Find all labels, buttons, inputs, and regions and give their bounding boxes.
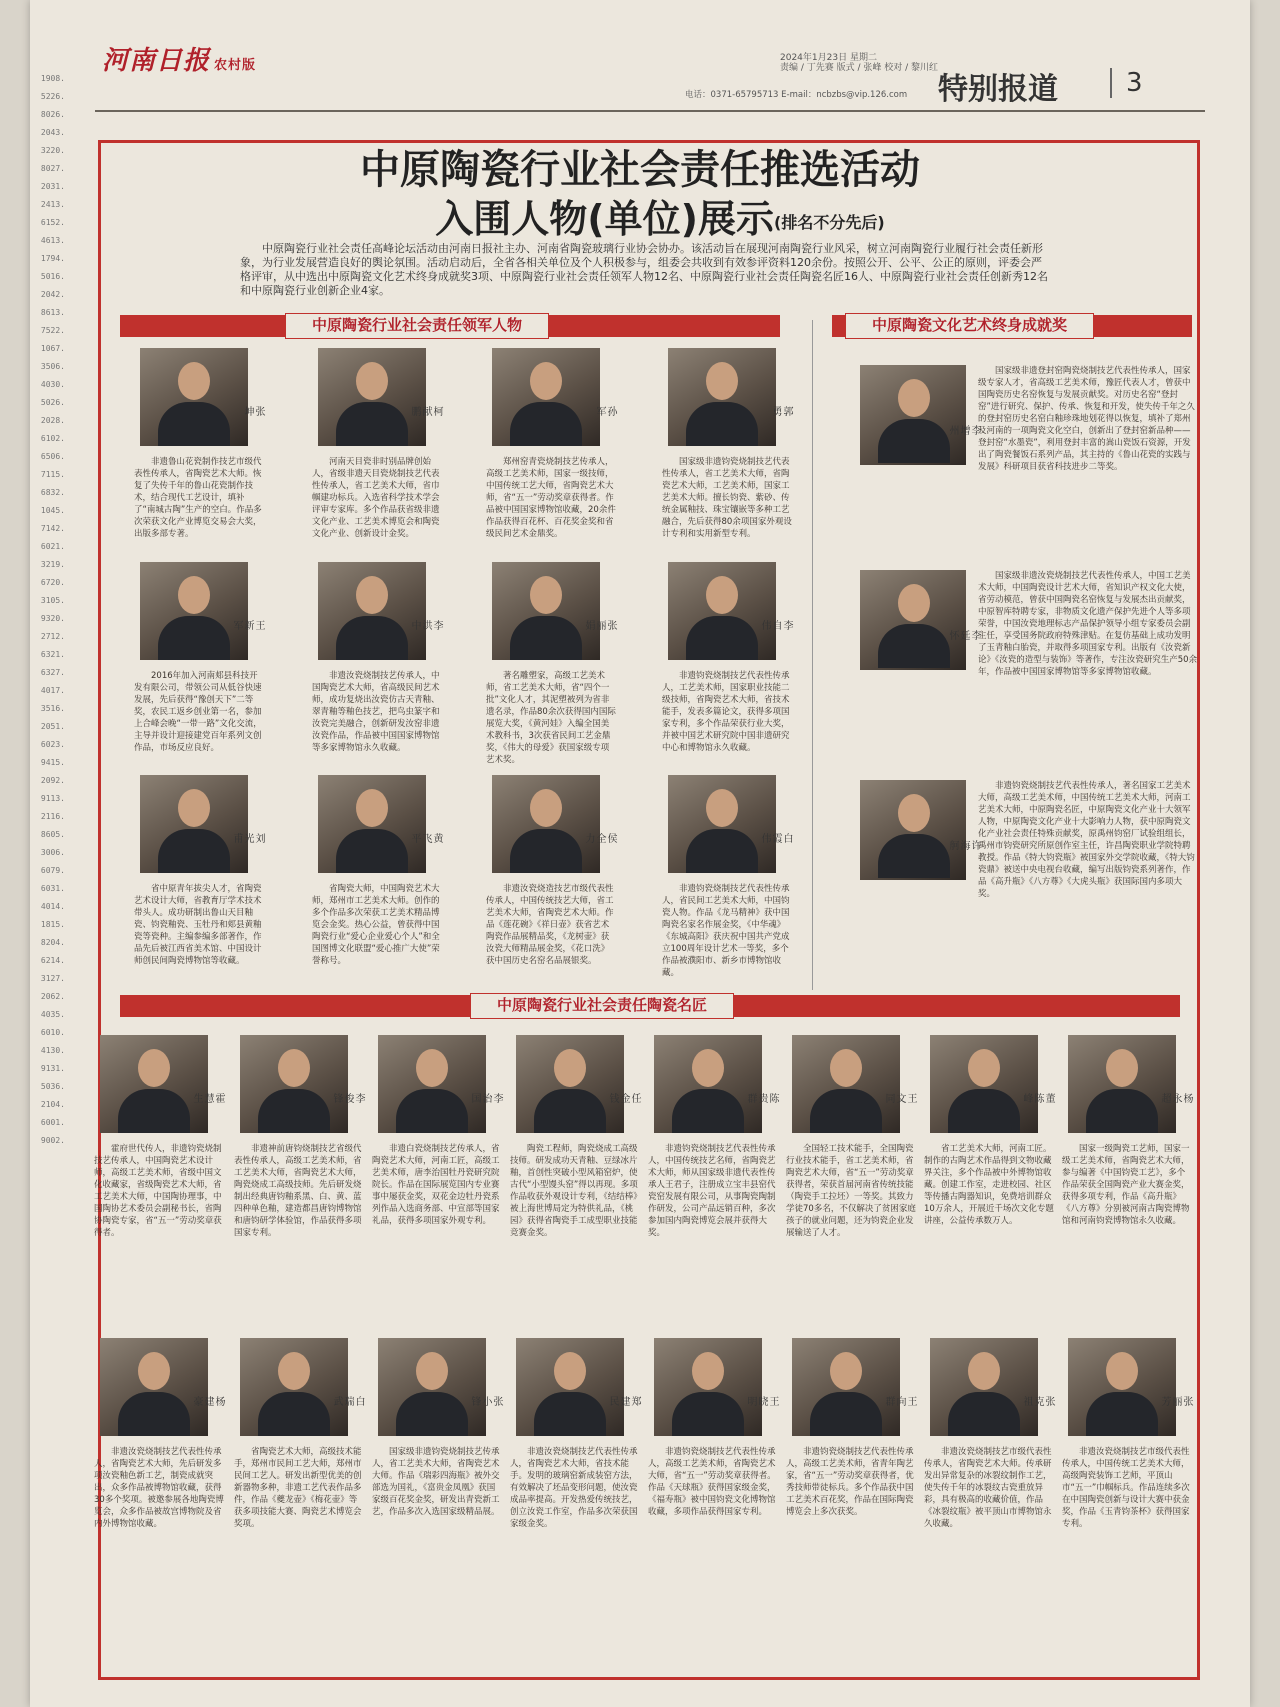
person-name: 李治国 bbox=[469, 1093, 502, 1103]
portrait-head bbox=[416, 1049, 448, 1087]
portrait-body bbox=[258, 1392, 330, 1436]
margin-number: 1908. bbox=[40, 74, 65, 83]
portrait-body bbox=[948, 1089, 1020, 1133]
portrait-body bbox=[396, 1089, 468, 1133]
portrait-photo bbox=[318, 348, 426, 446]
person-bio: 霍府世代传人，非遗钧瓷烧制技艺传承人，中国陶瓷艺术设计师，高级工艺美术师，省级中国文化收藏家，省级陶瓷艺术大师，省工艺美术大师，中国陶协理事，中国陶协艺术委员会副秘书长，省陶协陶瓷专家，省“五一”劳动奖章获得者。 bbox=[94, 1144, 222, 1238]
portrait-head bbox=[530, 362, 562, 400]
portrait-photo bbox=[654, 1338, 762, 1436]
person-name: 白瑞武 bbox=[331, 1396, 364, 1406]
portrait-photo bbox=[140, 562, 248, 660]
person-bio: 河南天目瓷非时别品牌创始人，省级非遗天目瓷烧制技艺代表性传承人，省工艺美术大师，省巾帼建功标兵。入选省科学技术学会评审专家库。多个作品获省级非遗文化产业、工艺美术博览会和陶瓷文化产业、创新设计金奖。 bbox=[312, 457, 440, 539]
margin-number: 7115. bbox=[40, 470, 65, 479]
portrait-head bbox=[706, 789, 738, 827]
contact-info: 电话：0371-65795713 E-mail：ncbzbs@vip.126.com bbox=[685, 90, 908, 100]
article-subtitle: 入围人物(单位)展示(排名不分先后) bbox=[435, 197, 885, 241]
portrait-photo bbox=[1068, 1035, 1176, 1133]
person-bio: 省中原青年拔尖人才，省陶瓷艺术设计大师，省教育厅学术技术带头人。成功研制出鲁山天目釉瓷、钧瓷釉瓷、玉牡丹和郏县黄釉瓷等瓷种。主编参编多部著作，作品先后被江西省美术馆、中国设计师创民间陶瓷博物馆等收藏。 bbox=[134, 884, 262, 966]
article-title: 中原陶瓷行业社会责任推选活动 bbox=[360, 147, 920, 193]
column-divider bbox=[812, 320, 813, 990]
portrait-head bbox=[898, 379, 930, 417]
margin-number: 3127. bbox=[40, 974, 65, 983]
person-name: 任金钱 bbox=[607, 1093, 640, 1103]
margin-number: 5036. bbox=[40, 1082, 65, 1091]
portrait-body bbox=[336, 829, 408, 873]
person-bio: 非遗钧瓷烧制技艺代表性传承人，著名国家工艺美术大师，高级工艺美术师，中国传统工艺美术大师，河南工艺美术大师，中原陶瓷名匠，中原陶瓷文化产业十大领军人物，中原陶瓷文化产业十大影响力人物，获中原陶瓷文化产业社会责任特殊贡献奖，原禹州钧窑厂试验组组长，禹州市钧瓷研究所原创作室主任，许昌陶瓷职业学院特聘教授。作品《特大钧瓷瓶》被国家外交学院收藏，《特大钧瓷鼎》被送中央电视台收藏，编写出版钧瓷系列著作，作品《高升瓶》《八方尊》《大虎头瓶》获国际国内多项大奖。 bbox=[978, 781, 1195, 899]
margin-number: 3219. bbox=[40, 560, 65, 569]
person-name: 杨建豪 bbox=[191, 1396, 224, 1406]
person-name: 陈贵群 bbox=[745, 1093, 778, 1103]
portrait-body bbox=[396, 1392, 468, 1436]
person-name: 李俊锋 bbox=[331, 1093, 364, 1103]
portrait-head bbox=[830, 1352, 862, 1390]
person-name: 李增州 bbox=[947, 425, 980, 435]
portrait-body bbox=[810, 1392, 882, 1436]
person-name: 王晓明 bbox=[745, 1396, 778, 1406]
portrait-head bbox=[898, 584, 930, 622]
portrait-body bbox=[158, 616, 230, 660]
margin-number: 6214. bbox=[40, 956, 65, 965]
margin-number: 1045. bbox=[40, 506, 65, 515]
portrait-body bbox=[948, 1392, 1020, 1436]
person-bio: 非遗汝瓷烧制技艺传承人，中国陶瓷艺术大师，省高级民间艺术师，成功复烧出汝瓷仿古天青釉、翠青釉等釉色技艺，把鸟虫篆字和汝瓷完美融合，创新研发汝窑非遗汝瓷作品，作品被中国国家博物馆等多家博物馆永久收藏。 bbox=[312, 671, 440, 753]
portrait-body bbox=[118, 1089, 190, 1133]
person-name: 刘光甫 bbox=[231, 833, 264, 843]
portrait-body bbox=[534, 1089, 606, 1133]
portrait-body bbox=[672, 1089, 744, 1133]
portrait-photo bbox=[860, 570, 966, 670]
portrait-head bbox=[178, 576, 210, 614]
portrait-head bbox=[692, 1352, 724, 1390]
margin-number: 3506. bbox=[40, 362, 65, 371]
portrait-head bbox=[830, 1049, 862, 1087]
issue-date: 2024年1月23日 星期二 bbox=[780, 53, 877, 63]
portrait-body bbox=[510, 402, 582, 446]
portrait-photo bbox=[668, 775, 776, 873]
portrait-photo bbox=[240, 1338, 348, 1436]
portrait-photo bbox=[492, 562, 600, 660]
portrait-head bbox=[278, 1049, 310, 1087]
portrait-head bbox=[1106, 1049, 1138, 1087]
margin-number: 2062. bbox=[40, 992, 65, 1001]
margin-number: 4017. bbox=[40, 686, 65, 695]
portrait-photo bbox=[792, 1338, 900, 1436]
portrait-body bbox=[336, 616, 408, 660]
person-bio: 陶瓷工程师，陶瓷烧成工高级技师。研发成功天青釉、豆绿冰片釉，首创性突破小型风箱窑炉，使古代“小型馒头窑”得以再现。多项作品收获外观设计专利，《结结棒》被上海世博局定为特供礼品，《桃园》获得省陶瓷手工成型职业技能竞赛金奖。 bbox=[510, 1144, 638, 1238]
margin-number: 8613. bbox=[40, 308, 65, 317]
margin-number: 6506. bbox=[40, 452, 65, 461]
portrait-head bbox=[554, 1049, 586, 1087]
section-heading-lifetime: 中原陶瓷文化艺术终身成就奖 bbox=[845, 313, 1094, 339]
margin-number: 6031. bbox=[40, 884, 65, 893]
portrait-head bbox=[706, 576, 738, 614]
portrait-head bbox=[706, 362, 738, 400]
margin-number: 6152. bbox=[40, 218, 65, 227]
margin-number: 8204. bbox=[40, 938, 65, 947]
margin-number: 6079. bbox=[40, 866, 65, 875]
margin-number: 7142. bbox=[40, 524, 65, 533]
portrait-head bbox=[356, 576, 388, 614]
person-bio: 非遗汝瓷烧制技艺代表性传承人，省陶瓷艺术大师，先后研发多项汝瓷釉色新工艺，制瓷成就突出，众多作品被博物馆收藏，获得30多个奖项。被邀参展各地陶瓷博览会，众多作品被故宫博物院及省内外博物馆收藏。 bbox=[94, 1447, 224, 1529]
portrait-body bbox=[1086, 1392, 1158, 1436]
margin-number: 2028. bbox=[40, 416, 65, 425]
person-name: 张小锋 bbox=[469, 1396, 502, 1406]
person-name: 霍慧生 bbox=[191, 1093, 224, 1103]
margin-number: 9320. bbox=[40, 614, 65, 623]
portrait-head bbox=[138, 1352, 170, 1390]
margin-number: 1815. bbox=[40, 920, 65, 929]
section-title: 特别报道 bbox=[938, 72, 1058, 107]
edition-label: 农村版 bbox=[214, 58, 257, 73]
portrait-body bbox=[686, 402, 758, 446]
person-bio: 非遗钧瓷烧制技艺代表性传承人，高级工艺美术师，省陶瓷艺术大师，省“五一”劳动奖章获得者。作品《天球瓶》获得国家级金奖，《福寿瓶》被中国钧瓷文化博物馆收藏，多项作品获得国家专利。 bbox=[648, 1447, 776, 1517]
person-bio: 国家一级陶瓷工艺师，国家一级工艺美术师，省陶瓷艺术大师，参与编著《中国钧瓷工艺》，多个作品荣获全国陶瓷产业大赛金奖，获得多项专利，作品《高升瓶》《八方尊》分别被河南古陶瓷博物馆和河南钧瓷博物馆永久收藏。 bbox=[1062, 1144, 1190, 1226]
portrait-photo bbox=[860, 780, 966, 880]
portrait-photo bbox=[378, 1338, 486, 1436]
portrait-photo bbox=[140, 348, 248, 446]
margin-number: 2104. bbox=[40, 1100, 65, 1109]
portrait-head bbox=[1106, 1352, 1138, 1390]
portrait-photo bbox=[378, 1035, 486, 1133]
portrait-photo bbox=[668, 348, 776, 446]
margin-number: 6327. bbox=[40, 668, 65, 677]
margin-number: 6021. bbox=[40, 542, 65, 551]
margin-number: 6102. bbox=[40, 434, 65, 443]
person-name: 王向群 bbox=[883, 1396, 916, 1406]
person-name: 郑建民 bbox=[607, 1396, 640, 1406]
person-name: 白霞伟 bbox=[759, 833, 792, 843]
portrait-body bbox=[686, 829, 758, 873]
person-name: 李廷怀 bbox=[947, 630, 980, 640]
person-name: 张坤 bbox=[242, 406, 264, 416]
margin-number: 4014. bbox=[40, 902, 65, 911]
portrait-head bbox=[554, 1352, 586, 1390]
margin-number: 3006. bbox=[40, 848, 65, 857]
person-bio: 非遗钧瓷烧制技艺代表性传承人，中国传统技艺名师，省陶瓷艺术大师，师从国家级非遗代表性传承人王君子，注册成立宝丰县窑代瓷窑发展有限公司，从事陶瓷陶制作研发，公司产品远销百种，多次参加国内陶瓷博览会展并获得大奖。 bbox=[648, 1144, 776, 1238]
portrait-body bbox=[258, 1089, 330, 1133]
portrait-body bbox=[878, 624, 950, 668]
person-bio: 国家级非遗汝瓷烧制技艺代表性传承人，中国工艺美术大师，中国陶瓷设计艺术大师，省知识产权文化大使，省劳动模范，曾获中国陶瓷名窑恢复与发展杰出贡献奖，中原智库特聘专家，非物质文化遗产保护先进个人等多项荣誉，中国汝瓷地理标志产品保护领导小组专家委员会副主任，享受国务院政府特殊津贴。在复仿基础上成功发明了玉青釉白胎瓷，并取得多项国家专利。出版有《汝瓷新论》《汝瓷的造型与装饰》等著作，专注汝瓷研究生产50余年，作品被中国国家博物馆等多家博物馆收藏。 bbox=[978, 571, 1198, 677]
page-margin-numbers bbox=[30, 70, 68, 1630]
portrait-photo bbox=[654, 1035, 762, 1133]
person-bio: 非遗白瓷烧制技艺传承人，省陶瓷艺术大师，河南工匠，高级工艺美术师，唐李治国牡丹瓷研究院院长。作品在国际展览国内专业赛事中屡获金奖，双花金边牡丹瓷系列作品入选商务部、中宣部等国家礼品，获得多项国家外观专利。 bbox=[372, 1144, 500, 1226]
margin-number: 2042. bbox=[40, 290, 65, 299]
portrait-body bbox=[878, 419, 950, 463]
margin-number: 1067. bbox=[40, 344, 65, 353]
margin-number: 6720. bbox=[40, 578, 65, 587]
portrait-body bbox=[686, 616, 758, 660]
portrait-head bbox=[356, 362, 388, 400]
person-name: 张克祖 bbox=[1021, 1396, 1054, 1406]
portrait-photo bbox=[492, 775, 600, 873]
person-name: 黄飞平 bbox=[409, 833, 442, 843]
margin-number: 7522. bbox=[40, 326, 65, 335]
portrait-head bbox=[356, 789, 388, 827]
portrait-head bbox=[416, 1352, 448, 1390]
portrait-body bbox=[1086, 1089, 1158, 1133]
margin-number: 8026. bbox=[40, 110, 65, 119]
margin-number: 4035. bbox=[40, 1010, 65, 1019]
portrait-photo bbox=[140, 775, 248, 873]
margin-number: 6001. bbox=[40, 1118, 65, 1127]
portrait-body bbox=[510, 829, 582, 873]
margin-number: 3516. bbox=[40, 704, 65, 713]
portrait-head bbox=[178, 789, 210, 827]
margin-number: 2031. bbox=[40, 182, 65, 191]
person-name: 李洪中 bbox=[409, 620, 442, 630]
portrait-photo bbox=[100, 1338, 208, 1436]
portrait-body bbox=[810, 1089, 882, 1133]
article-intro: 中原陶瓷行业社会责任高峰论坛活动由河南日报社主办、河南省陶瓷玻璃行业协会协办。该活动旨在展现河南陶瓷行业风采，树立河南陶瓷行业履行社会责任新形象，为行业发展营造良好的舆论氛围。活动启动后，全省各相关单位及个人积极参与，组委会共收到有效参评资料120余份。按照公开、公平、公正的原则，评委会严格评审，从中选出中原陶瓷文化艺术终身成就奖3项、中原陶瓷行业社会责任领军人物12名、中原陶瓷行业社会责任陶瓷名匠16人、中原陶瓷行业社会责任创新秀12名和中原陶瓷行业创新企业4家。 bbox=[240, 242, 1048, 297]
person-bio: 非遗汝瓷烧造技艺市级代表性传承人，中国传统技艺大师，省工艺美术大师，省陶瓷艺术大师。作品《莲花碗》《祥日壶》获省艺术陶瓷作品展精品奖，《龙树壶》获汝瓷大师精品展金奖，《花口洗》获中国历史名窑名品展银奖。 bbox=[486, 884, 614, 966]
portrait-body bbox=[534, 1392, 606, 1436]
portrait-photo bbox=[516, 1338, 624, 1436]
newspaper-logo: 河南日报 农村版 bbox=[102, 46, 257, 76]
margin-number: 8027. bbox=[40, 164, 65, 173]
portrait-body bbox=[158, 829, 230, 873]
person-name: 杨永超 bbox=[1159, 1093, 1192, 1103]
margin-number: 1794. bbox=[40, 254, 65, 263]
portrait-photo bbox=[930, 1035, 1038, 1133]
margin-number: 2051. bbox=[40, 722, 65, 731]
portrait-photo bbox=[516, 1035, 624, 1133]
portrait-photo bbox=[318, 562, 426, 660]
person-bio: 国家级非遗钧瓷烧制技艺代表性传承人，省工艺美术大师，省陶瓷艺术大师，工艺美术师，国家工艺美术大师。擅长钧瓷、紫砂、传统金属釉技、珠宝镶嵌等多种工艺融合，先后获得80余项国家外观设计专利和实用新型专利。 bbox=[662, 457, 792, 539]
person-bio: 非遗汝瓷烧制技艺市级代表性传承人，中国传统工艺美术大师，高级陶瓷装饰工艺师，平顶山市“五一”巾帼标兵。作品连续多次在中国陶瓷创新与设计大赛中获金奖，作品《玉青钧茶杯》获得国家专利。 bbox=[1062, 1447, 1190, 1529]
person-name: 李自伟 bbox=[759, 620, 792, 630]
portrait-head bbox=[530, 789, 562, 827]
portrait-body bbox=[510, 616, 582, 660]
margin-number: 9002. bbox=[40, 1136, 65, 1145]
portrait-head bbox=[968, 1049, 1000, 1087]
portrait-body bbox=[878, 834, 950, 878]
person-name: 张丽娟 bbox=[583, 620, 616, 630]
person-name: 王文同 bbox=[883, 1093, 916, 1103]
portrait-photo bbox=[100, 1035, 208, 1133]
margin-number: 3105. bbox=[40, 596, 65, 605]
portrait-body bbox=[336, 402, 408, 446]
person-name: 郭勇 bbox=[770, 406, 792, 416]
portrait-head bbox=[692, 1049, 724, 1087]
portrait-photo bbox=[492, 348, 600, 446]
person-bio: 全国轻工技术能手，全国陶瓷行业技术能手，省工艺美术师，省陶瓷艺术大师，省“五一”劳动奖章获得者，荣获首届河南省传统技能（陶瓷手工拉坯）一等奖。其致力学徒70多名，不仅解决了贫困家庭孩子的就业问题，还为钧瓷企业发展输送了人才。 bbox=[786, 1144, 916, 1238]
portrait-photo bbox=[318, 775, 426, 873]
margin-number: 9131. bbox=[40, 1064, 65, 1073]
person-name: 许海舸 bbox=[947, 840, 980, 850]
ranking-note: (排名不分先后) bbox=[774, 213, 885, 232]
person-name: 张丽芳 bbox=[1159, 1396, 1192, 1406]
person-bio: 非遗钧瓷烧制技艺代表性传承人，省民间工艺美术大师，中国钧瓷人物。作品《龙马精神》获中国陶瓷名家名作展金奖，《中华魂》《东城高阳》获庆祝中国共产党成立100周年设计艺术一等奖，多个作品被濮阳市、新乡市博物馆收藏。 bbox=[662, 884, 790, 978]
person-bio: 省陶瓷大师，中国陶瓷艺术大师，郑州市工艺美术大师。创作的多个作品多次荣获工艺美术精品博览会金奖。热心公益，曾获得中国陶瓷行业“爱心企业爱心个人”和全国图博文化联盟“爱心推广大使”荣誉称号。 bbox=[312, 884, 440, 966]
person-bio: 非遗汝瓷烧制技艺代表性传承人，省陶瓷艺术大师，省技术能手。发明的玻璃窑新成装窑方法，有效解决了坯品变形问题，使汝瓷成品率提高。开发热爱传统技艺，创立汝瓷工作室，作品多次荣获国家级金奖。 bbox=[510, 1447, 638, 1529]
portrait-photo bbox=[668, 562, 776, 660]
margin-number: 6010. bbox=[40, 1028, 65, 1037]
portrait-body bbox=[158, 402, 230, 446]
portrait-head bbox=[968, 1352, 1000, 1390]
person-name: 董陈峰 bbox=[1021, 1093, 1054, 1103]
portrait-head bbox=[278, 1352, 310, 1390]
person-bio: 非遗钧瓷烧制技艺代表性传承人，工艺美术师，国家职业技能二级技师，省陶瓷艺术大师，省技术能手，发表多篇论文，获得多项国家专利，多个作品荣获行业大奖，并被中国艺术研究院中国非遗研究中心和博物馆永久收藏。 bbox=[662, 671, 790, 753]
section-heading-masters: 中原陶瓷行业社会责任陶瓷名匠 bbox=[470, 993, 734, 1019]
margin-number: 8605. bbox=[40, 830, 65, 839]
margin-number: 3220. bbox=[40, 146, 65, 155]
masthead-rule bbox=[95, 110, 1205, 112]
margin-number: 2043. bbox=[40, 128, 65, 137]
margin-number: 6832. bbox=[40, 488, 65, 497]
person-bio: 非遗钧瓷烧制技艺代表性传承人，高级工艺美术师，省青年陶艺家，省“五一”劳动奖章获得者，优秀技师带徒标兵。多个作品获中国工艺美术百花奖，作品在国际陶瓷博览会上多次获奖。 bbox=[786, 1447, 914, 1517]
margin-number: 5026. bbox=[40, 398, 65, 407]
page-number: 3 bbox=[1110, 68, 1143, 98]
person-bio: 著名雕塑家，高级工艺美术师，省工艺美术大师，省“四个一批”文化人才，其泥塑被列为省非遗名录，作品80余次获得国内国际展览大奖，《黄河娃》入编全国美术教科书，3次获省民间工艺金鼎奖，《伟大的母爱》获国家级专项艺术奖。 bbox=[486, 671, 616, 765]
masthead bbox=[80, 38, 1200, 108]
person-bio: 省工艺美术大师，河南工匠。制作的古陶艺术作品得到文物收藏界关注，多个作品被中外博物馆收藏。创建工作室，走进校园、社区等传播古陶器知识，免费培训群众10万余人，开展近千场次文化专题讲座，公益传承数万人。 bbox=[924, 1144, 1054, 1226]
person-bio: 郑州窑青瓷烧制技艺传承人，高级工艺美术师，国家一级技师，中国传统工艺大师，省陶瓷艺术大师，省“五一”劳动奖章获得者。作品被中国国家博物馆收藏，20余件作品获得百花杯、百花奖金奖和省级民间艺术金鼎奖。 bbox=[486, 457, 616, 539]
portrait-head bbox=[178, 362, 210, 400]
margin-number: 9415. bbox=[40, 758, 65, 767]
person-name: 孙军 bbox=[594, 406, 616, 416]
section-heading-leaders: 中原陶瓷行业社会责任领军人物 bbox=[285, 313, 549, 339]
portrait-body bbox=[672, 1392, 744, 1436]
margin-number: 4613. bbox=[40, 236, 65, 245]
person-bio: 非遗鲁山花瓷制作技艺市级代表性传承人，省陶瓷艺术大师。恢复了失传千年的鲁山花瓷制作技术，结合现代工艺设计，填补了“南城古陶”生产的空白。作品多次荣获文化产业博览交易会大奖，出版多部专著。 bbox=[134, 457, 262, 539]
person-bio: 2016年加入河南郏县科技开发有限公司，带领公司从低谷快速发展，先后获得“豫创天下”二等奖，农民工返乡创业第一名，参加上合峰会晚“一带一路”文化交流，主导并设计迎接建党百年系列文创作品，市场反应良好。 bbox=[134, 671, 262, 753]
margin-number: 5016. bbox=[40, 272, 65, 281]
person-bio: 国家级非遗登封窑陶瓷烧制技艺代表性传承人，国家级专家人才，省高级工艺美术师，豫匠代表人才，曾获中国陶瓷历史名窑恢复与发展贡献奖。对历史名窑“登封窑”进行研究、保护、传承、恢复和开发，使失传千年之久的登封窑历史名窑白釉珍珠地划花得以恢复，填补了郑州及河南的一项陶瓷文化空白，创新出了登封窑新品种——登封窑“水墨瓷”，利用登封丰富的嵩山瓷饭石资源，开发出了陶瓷餐饭石系列产品，其主持的《鲁山花瓷的实践与发展》科研项目获省科技进步二等奖。 bbox=[978, 366, 1195, 472]
person-name: 柯献鹏 bbox=[409, 406, 442, 416]
margin-number: 4030. bbox=[40, 380, 65, 389]
editor-credits: 责编 / 丁先赛 版式 / 张峰 校对 / 黎川红 bbox=[780, 63, 938, 73]
portrait-photo bbox=[240, 1035, 348, 1133]
margin-number: 9113. bbox=[40, 794, 65, 803]
person-bio: 非遗神前唐钧烧制技艺省级代表性传承人，高级工艺美术师，省工艺美术大师，省陶瓷艺术大师，陶瓷烧成工高级技师。先后研发烧制出经典唐钧釉系黑、白、黄、蓝四种单色釉，建造都昌唐钧博物馆和唐钧研学体验馆，作品获得多项国家专利。 bbox=[234, 1144, 362, 1238]
margin-number: 2116. bbox=[40, 812, 65, 821]
margin-number: 2413. bbox=[40, 200, 65, 209]
margin-number: 5226. bbox=[40, 92, 65, 101]
person-name: 侯全力 bbox=[583, 833, 616, 843]
portrait-photo bbox=[792, 1035, 900, 1133]
person-name: 王新军 bbox=[231, 620, 264, 630]
portrait-photo bbox=[860, 365, 966, 465]
portrait-head bbox=[530, 576, 562, 614]
person-bio: 省陶瓷艺术大师，高级技术能手，郑州市民间工艺大师，郑州市民间工艺人。研发出新型优美的创新器物多种，非遗工艺代表作品多件，作品《夔龙壶》《梅花壶》等获多项技能大赛、陶瓷艺术博览会奖项。 bbox=[234, 1447, 362, 1529]
portrait-photo bbox=[930, 1338, 1038, 1436]
person-bio: 国家级非遗钧瓷烧制技艺传承人，省工艺美术大师，省陶瓷艺术大师。作品《瑞彩四海瓶》被外交部选为国礼，《富贵金凤凰》获国家级百花奖金奖，研发出青瓷新工艺，作品多次入选国家级精品展。 bbox=[372, 1447, 500, 1517]
person-bio: 非遗汝瓷烧制技艺市级代表性传承人，省陶瓷艺术大师。传承研发出异常复杂的冰裂纹制作工艺，使失传千年的冰裂纹古瓷重放异彩，具有极高的收藏价值，作品《冰裂纹瓶》被平顶山市博物馆永久收藏。 bbox=[924, 1447, 1052, 1529]
portrait-head bbox=[138, 1049, 170, 1087]
portrait-head bbox=[898, 794, 930, 832]
portrait-body bbox=[118, 1392, 190, 1436]
margin-number: 6023. bbox=[40, 740, 65, 749]
margin-number: 4130. bbox=[40, 1046, 65, 1055]
margin-number: 2712. bbox=[40, 632, 65, 641]
portrait-photo bbox=[1068, 1338, 1176, 1436]
margin-number: 2092. bbox=[40, 776, 65, 785]
margin-number: 6321. bbox=[40, 650, 65, 659]
